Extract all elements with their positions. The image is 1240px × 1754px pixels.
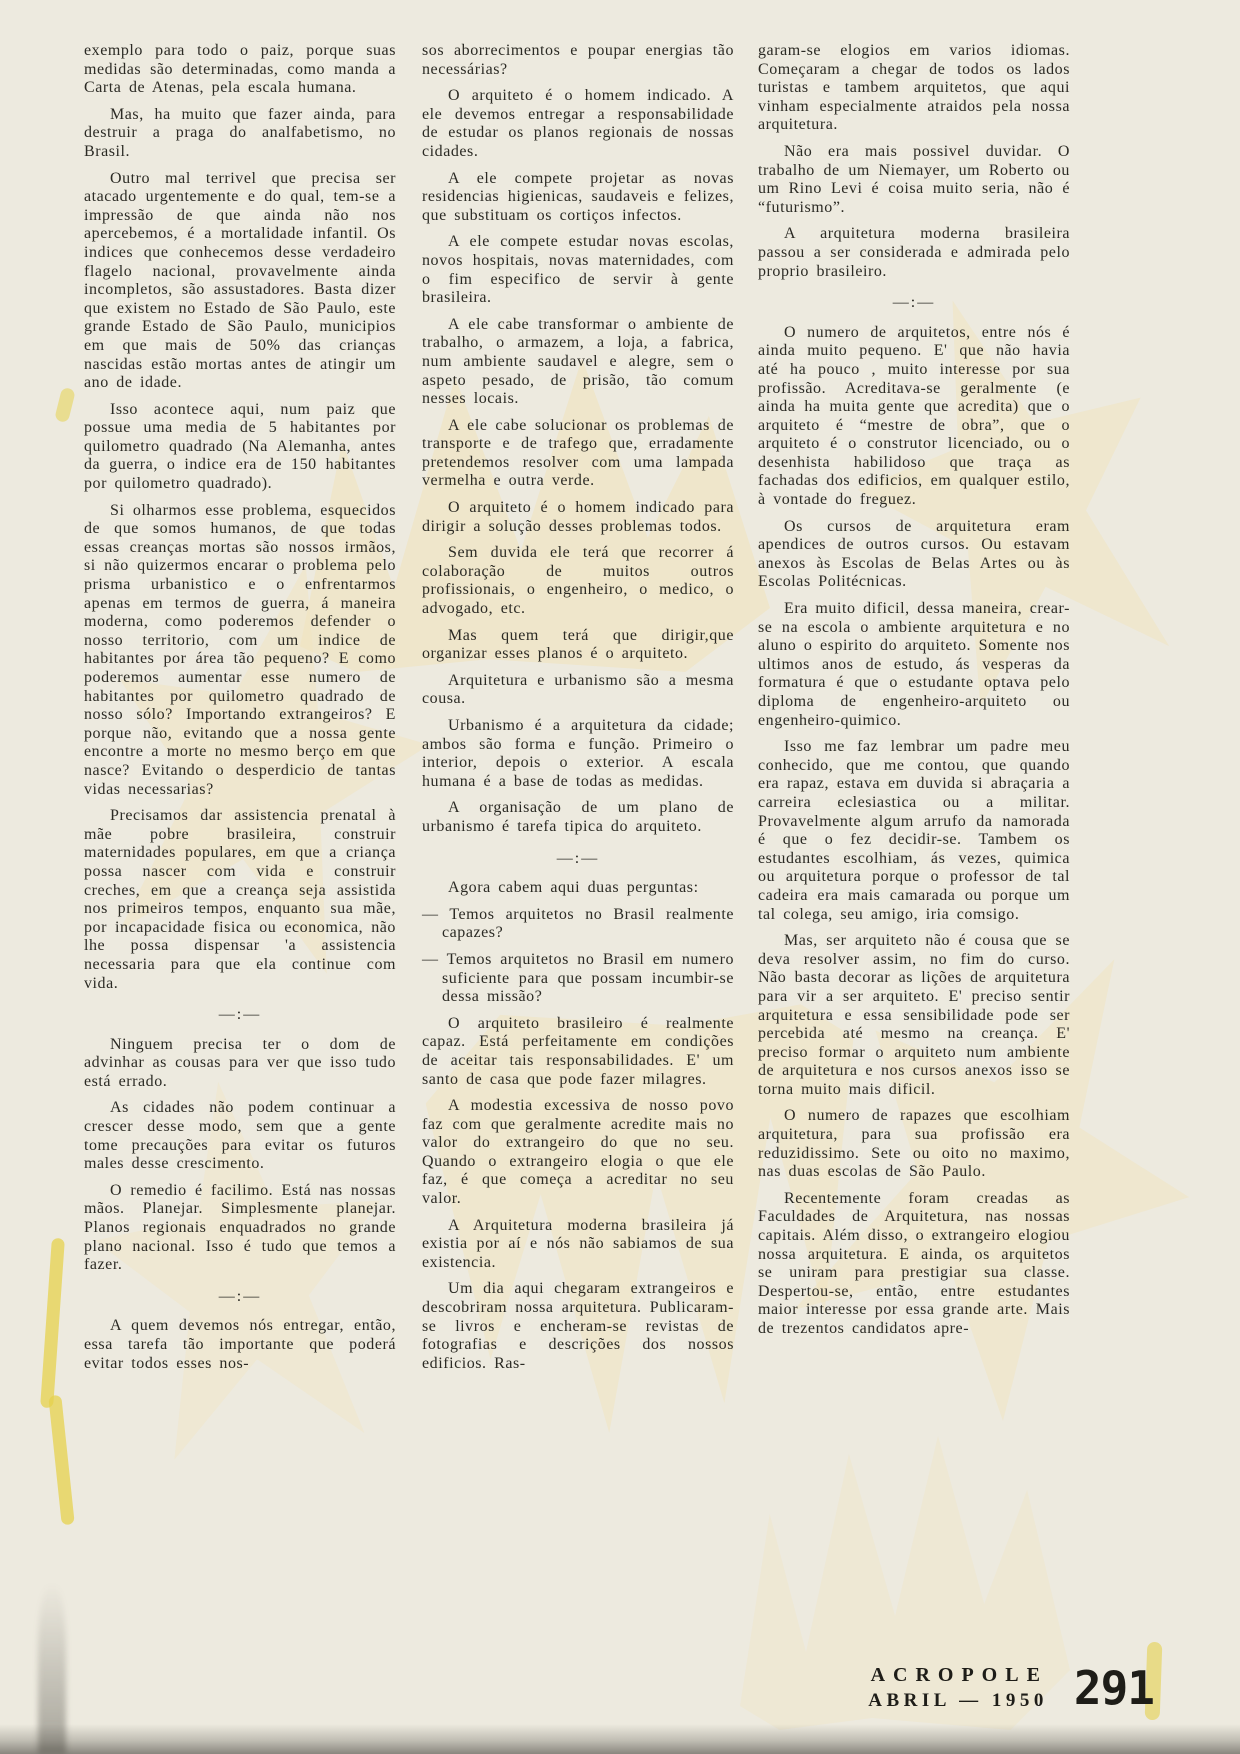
paragraph: Ninguem precisa ter o dom de advinhar as cousas para ver que isso tudo está errado. — [84, 1035, 396, 1090]
paragraph: Isso me faz lembrar um padre meu conhecido, que me contou, que quando era rapaz, estava em duvida si abraçaria a carreira eclesiastica ou a militar. Provavelmente algum arrufo da namorada é que o fez decidir-se. Tambem os estudantes escolhiam, ás vezes, quimica ou arquitetura porque o professor de tal cadeira era mais camarada ou porque um tal colega, seu amigo, iria comsigo. — [758, 738, 1070, 923]
paragraph: As cidades não podem continuar a crescer desse modo, sem que a gente tome precauções para evitar os futuros males desse crescimento. — [84, 1099, 396, 1173]
paragraph: A ele compete projetar as novas residencias higienicas, saudaveis e felizes, que substituam os cortiços infectos. — [422, 169, 734, 224]
paragraph: Agora cabem aqui duas perguntas: — [448, 879, 699, 897]
paragraph: sos aborrecimentos e poupar energias tão necessárias? — [422, 42, 734, 78]
paragraph: A organisação de um plano de urbanismo é tarefa tipica do arquiteto. — [422, 799, 734, 835]
highlighter-mark — [40, 1238, 65, 1408]
text-column-2 — [422, 42, 734, 1381]
paragraph: O remedio é facilimo. Está nas nossas mãos. Planejar. Simplesmente planejar. Planos regionais enquadrados no grande plano nacional. Isso é tudo que temos a fazer. — [84, 1181, 396, 1274]
section-divider: —:— — [218, 1287, 262, 1305]
section-divider: —:— — [892, 294, 936, 312]
paragraph: Mas, ser arquiteto não é cousa que se deva resolver assim, no fim do curso. Não basta decorar as lições de arquitetura para vir a ser arquiteto. E' preciso sentir arquitetura e essa sensibilidade pode ser percebida até mesmo na creança. E' preciso formar o arquiteto num ambiente de arquitetura e nos cursos anexos isso se torna muito mais dificil. — [758, 932, 1070, 1098]
paragraph: Era muito dificil, dessa maneira, crear-se na escola o ambiente arquitetura e no aluno o espirito do arquiteto. Somente nos ultimos anos de estudo, ás vesperas da formatura é que o estudante optava pelo diploma de engenheiro-arquiteto ou engenheiro-quimico. — [758, 600, 1070, 729]
highlighter-mark — [54, 387, 76, 423]
highlighter-mark — [48, 1395, 75, 1526]
paragraph: Sem duvida ele terá que recorrer á colaboração de muitos outros profissionais, o engenheiro, o medico, o advogado, etc. — [422, 544, 734, 618]
paragraph: A ele cabe transformar o ambiente de trabalho, o armazem, a loja, a fabrica, num ambiente saudavel e alegre, sem o aspeto pesado, de prisão, tão comum nesses locais. — [422, 315, 734, 408]
paragraph: Mas quem terá que dirigir,que organizar esses planos é o arquiteto. — [422, 626, 734, 663]
magazine-title: ACROPOLE — [870, 1664, 1048, 1687]
paragraph: Recentemente foram creadas as Faculdades de Arquitetura, nas nossas capitais. Além disso, o extrangeiro elogiou nossa arquitetura. E ainda, os arquitetos se uniram para prestigiar sua classe. Despertou-se, então, entre estudantes maior interesse por essa grande arte. Mais de trezentos candidatos apre- — [758, 1189, 1070, 1337]
section-divider: —:— — [556, 849, 600, 867]
paragraph: A quem devemos nós entregar, então, essa tarefa tão importante que poderá evitar todos esses nos- — [84, 1317, 396, 1372]
paragraph: Outro mal terrivel que precisa ser atacado urgentemente e do qual, tem-se a impressão de que ainda não nos apercebemos, é a mortalidade infantil. Os indices que conhecemos desse verdadeiro flagelo nacional, provavelmente ainda incompletos, são assustadores. Basta dizer que existem no Estado de São Paulo, este grande Estado de São Paulo, municipios em que mais de 50% das crianças nascidas estão mortas antes de atingir um ano de idade. — [84, 169, 396, 392]
paragraph: O numero de rapazes que escolhiam arquitetura, para sua profissão era reduzidissimo. Sete ou oito no maximo, nas duas escolas de São Paulo. — [758, 1107, 1070, 1181]
page-number: 291 — [1073, 1661, 1154, 1716]
scan-edge-shadow — [0, 1724, 1240, 1754]
paragraph: Arquitetura e urbanismo são a mesma cousa. — [422, 671, 734, 708]
scan-corner-shadow — [38, 1584, 66, 1754]
question-item: — Temos arquitetos no Brasil realmente capazes? — [422, 905, 734, 942]
paragraph: O numero de arquitetos, entre nós é ainda muito pequeno. E' que não havia até ha pouco , muito interesse por sua profissão. Acreditava-se geralmente (e ainda ha muita gente que acredita) que o arquiteto é “mestre de obra”, que o arquiteto é o construtor licenciado, ou o desenhista habilidoso que traça as fachadas dos edificios, em qualquer estilo, à vontade do freguez. — [758, 323, 1070, 509]
paragraph: A modestia excessiva de nosso povo faz com que geralmente acredite mais no valor do extrangeiro do que no seu. Quando o extrangeiro elogia o que ele faz, é que começa a acreditar no seu valor. — [422, 1097, 734, 1208]
page-footer — [868, 1662, 1154, 1714]
issue-date: ABRIL — 1950 — [868, 1690, 1048, 1712]
paragraph: Mas, ha muito que fazer ainda, para destruir a praga do analfabetismo, no Brasil. — [84, 105, 396, 160]
paragraph: Isso acontece aqui, num paiz que possue uma media de 5 habitantes por quilometro quadrado (Na Alemanha, antes da guerra, o indice era de 150 habitantes por quilometro quadrado). — [84, 400, 396, 493]
paragraph: exemplo para todo o paiz, porque suas medidas são determinadas, como manda a Carta de Atenas, pela escala humana. — [84, 42, 396, 97]
paragraph: garam-se elogios em varios idiomas. Começaram a chegar de todos os lados turistas e tambem arquitetos, que aqui vinham especialmente atraidos pela nossa arquitetura. — [758, 42, 1070, 134]
paragraph: A arquitetura moderna brasileira passou a ser considerada e admirada pelo proprio brasileiro. — [758, 225, 1070, 280]
paragraph: Urbanismo é a arquitetura da cidade; ambos são forma e função. Primeiro o interior, depois o exterior. A escala humana é a base de todas as medidas. — [422, 717, 734, 790]
question-item: — Temos arquitetos no Brasil em numero suficiente para que possam incumbir-se dessa missão? — [422, 950, 734, 1006]
paragraph: O arquiteto é o homem indicado para dirigir a solução desses problemas todos. — [422, 499, 734, 535]
paragraph: O arquiteto brasileiro é realmente capaz. Está perfeitamente em condições de aceitar tais responsabilidades. E' um santo de casa que pode fazer milagres. — [422, 1014, 734, 1088]
paragraph: A ele cabe solucionar os problemas de transporte e de trafego que, erradamente pretendemos resolver com uma lampada vermelha e outra verde. — [422, 416, 734, 490]
paragraph: Um dia aqui chegaram extrangeiros e descobriram nossa arquitetura. Publicaram-se livros e encheram-se revistas de fotografias e descrições dos nossos edificios. Ras- — [422, 1280, 734, 1372]
paragraph: Precisamos dar assistencia prenatal à mãe pobre brasileira, construir maternidades populares, em que a criança possa nascer com vida e construir creches, em que a creança seja assistida nos primeiros tempos, enquanto sua mãe, por incapacidade fisica ou economica, não lhe possa dispensar 'a assistencia necessaria para que ela continue com vida. — [84, 807, 396, 992]
paragraph: A ele compete estudar novas escolas, novos hospitais, novas maternidades, com o fim especifico de servir à gente brasileira. — [422, 233, 734, 307]
paragraph: Si olharmos esse problema, esquecidos de que somos humanos, de que todas essas creanças mortas são nossos irmãos, si não quizermos encarar o problema pelo prisma urbanistico e o enfrentarmos apenas em termos de guerra, á maneira moderna, como poderemos defender o nosso territorio, com um indice de habitantes por área tão pequeno? E como poderemos aumentar esse numero de habitantes por quilometro quadrado de nosso sólo? Importando extrangeiros? E porque não, evitando que a nossa gente encontre a morte no mesmo berço em que nasce? Evitando o desperdicio de tantas vidas necessarias? — [84, 501, 396, 798]
paragraph: A Arquitetura moderna brasileira já existia por aí e nós não sabiamos de sua existencia. — [422, 1216, 734, 1271]
footer-imprint — [868, 1662, 1048, 1714]
text-column-3 — [758, 42, 1070, 1347]
paragraph: Não era mais possivel duvidar. O trabalho de um Niemayer, um Roberto ou um Rino Levi é coisa muito seria, não é “futurismo”. — [758, 142, 1070, 216]
paragraph: Os cursos de arquitetura eram apendices de outros cursos. Ou estavam anexos às Escolas de Belas Artes ou às Escolas Politécnicas. — [758, 517, 1070, 591]
text-column-1 — [84, 42, 396, 1381]
paragraph: O arquiteto é o homem indicado. A ele devemos entregar a responsabilidade de estudar os planos regionais de nossas cidades. — [422, 87, 734, 160]
section-divider: —:— — [218, 1006, 262, 1024]
